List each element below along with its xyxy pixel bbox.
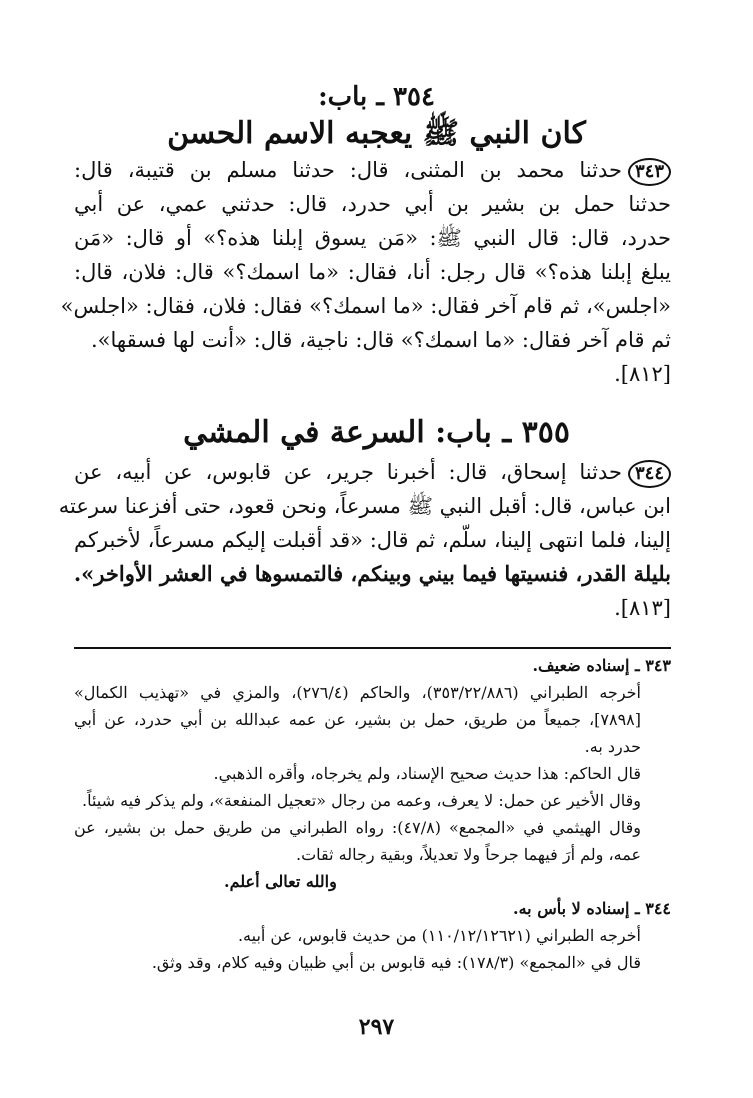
hadith-number-badge: ٣٤٤ (628, 460, 671, 488)
hadith-343-reference: [٨١٢]. (614, 362, 671, 386)
hadith-343-line-1 (74, 153, 671, 187)
hadith-343-line-4: يبلغ إبلنا هذه؟» قال رجل: أنا، فقال: «ما اسمك؟» قال: فلان، قال: (74, 260, 671, 284)
footnote-344-line-2: قال في «المجمع» (١٧٨/٣): فيه قابوس بن أبي ظبيان وفيه كلام، وقد وثق. (151, 953, 641, 972)
footnotes (74, 652, 671, 976)
hadith-text: حدثنا محمد بن المثنى، قال: حدثنا مسلم بن قتيبة، قال: (74, 158, 622, 182)
footnote-closing: والله تعالى أعلم. (224, 872, 337, 891)
chapter-355-title: ٣٥٥ ـ باب: السرعة في المشي (183, 415, 570, 450)
footnote-343-line-5: وقال الأخير عن حمل: لا يعرف، وعمه من رجال «تعجيل المنفعة»، ولم يذكر فيه شيئاً. (81, 791, 641, 810)
footnote-343-line-4: قال الحاكم: هذا حديث صحيح الإسناد، ولم يخرجاه، وأقره الذهبي. (213, 764, 641, 783)
hadith-343 (60, 153, 671, 391)
hadith-343-line-6: ثم قام آخر فقال: «ما اسمك؟» قال: ناجية، قال: «أنت لها فسقها». (90, 328, 671, 352)
page-number: ٢٩٧ (358, 1014, 395, 1040)
hadith-344-line-3: إلينا، فلما انتهى إلينا، سلّم، ثم قال: «قد أقبلت إليكم مسرعاً، لأخبركم (74, 528, 671, 552)
footnote-343-head: ٣٤٣ ـ إسناده ضعيف. (532, 656, 671, 675)
footnote-343-line-1: أخرجه الطبراني (٣٥٣/٢٢/٨٨٦)، والحاكم (٢٧٦/٤)، والمزي في «تهذيب الكمال» (74, 683, 641, 702)
footnote-344-line-1: أخرجه الطبراني (١١٠/١٢/١٢٦٢١) من حديث قابوس، عن أبيه. (237, 926, 641, 945)
footnote-343-line-7: عمه، ولم أرَ فيهما جرحاً ولا تعديلاً، وبقية رجاله ثقات. (296, 845, 641, 864)
footnote-344-head: ٣٤٤ ـ إسناده لا بأس به. (513, 899, 671, 918)
chapter-354-title: كان النبي ﷺ يعجبه الاسم الحسن (167, 116, 586, 151)
hadith-343-line-2: حدثنا حمل بن بشير بن أبي حدرد، قال: حدثني عمي، عن أبي (74, 192, 671, 216)
hadith-number-badge: ٣٤٣ (628, 158, 671, 186)
hadith-343-line-3: حدرد، قال: قال النبي ﷺ: «مَن يسوق إبلنا هذه؟» أو قال: «مَن (74, 226, 671, 250)
hadith-344-line-4: بليلة القدر، فنسيتها فيما بيني وبينكم، فالتمسوها في العشر الأواخر». (73, 561, 671, 586)
footnote-343-line-6: وقال الهيثمي في «المجمع» (٤٧/٨): رواه الطبراني من طريق حمل بن بشير، عن (74, 818, 642, 837)
footnote-343-line-2: [٧٨٩٨]، جميعاً من طريق، حمل بن بشير، عن عمه عبدالله بن أبي حدرد، عن أبي (74, 710, 641, 729)
hadith-344 (58, 455, 671, 625)
hadith-text: حدثنا إسحاق، قال: أخبرنا جرير، عن قابوس، عن أبيه، عن (74, 460, 622, 484)
footnote-343-line-3: حدرد به. (584, 737, 641, 756)
hadith-344-line-2: ابن عباس، قال: أقبل النبي ﷺ مسرعاً، ونحن قعود، حتى أفزعنا سرعته (58, 494, 671, 518)
footnote-divider (74, 647, 671, 649)
hadith-343-line-5: «اجلس»، ثم قام آخر فقال: «ما اسمك؟» فقال: فلان، فقال: «اجلس» (60, 294, 671, 318)
chapter-354-number: ٣٥٤ ـ باب: (318, 82, 435, 112)
hadith-344-reference: [٨١٣]. (614, 596, 671, 620)
hadith-344-line-1 (74, 455, 671, 489)
